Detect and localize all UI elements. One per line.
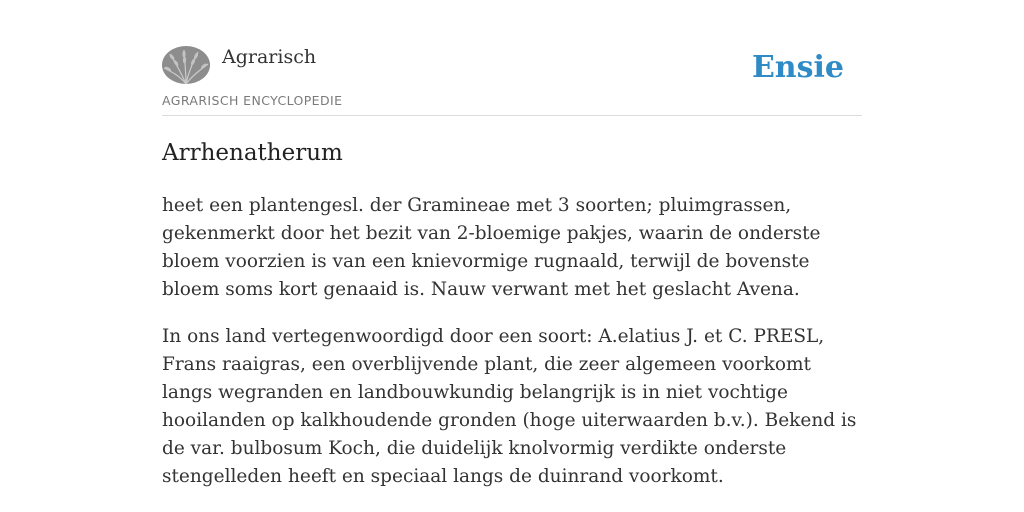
article-paragraph: In ons land vertegenwoordigd door een soort: A.elatius J. et C. PRESL, Frans raaigras, een overblijvende plant, die zeer algemeen voorkomt langs wegranden en landbouwkundig belangrijk is in niet vochtige hooilanden op kalkhoudende gronden (hoge uiterwaarden b.v.). Bekend is de var. bulbosum Koch, die duidelijk knolvormig verdikte onderste stengelleden heeft en speciaal langs de duinrand voorkomt. — [162, 326, 857, 487]
wheat-grass-icon[interactable] — [162, 46, 210, 84]
source-name[interactable]: Agrarisch — [222, 46, 317, 68]
brand-logo[interactable]: Ensie — [751, 50, 844, 85]
header-divider — [162, 115, 862, 116]
article-paragraph: heet een plantengesl. der Gramineae met 3 soorten; pluimgrassen, gekenmerkt door het bezit van 2-bloemige pakjes, waarin de onderste bloem voorzien is van een knievormige rugnaald, terwijl de bovenste bloem soms kort genaaid is. Nauw verwant met het geslacht Avena. — [162, 195, 821, 300]
article-title: Arrhenatherum — [162, 140, 343, 166]
article-body — [162, 192, 862, 510]
source-header — [162, 46, 862, 116]
source-subtitle[interactable]: AGRARISCH ENCYCLOPEDIE — [162, 93, 343, 108]
